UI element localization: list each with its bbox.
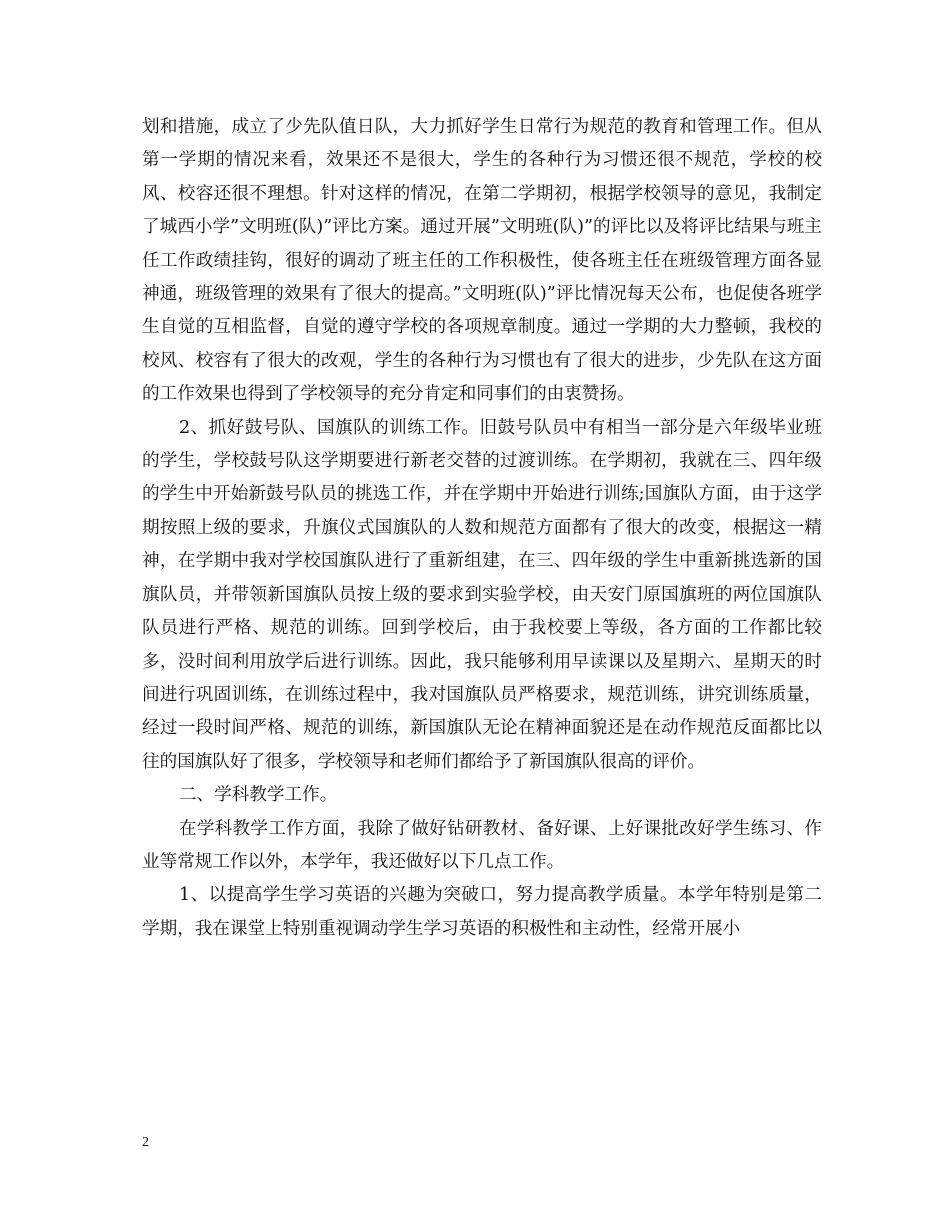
- paragraph-3: 在学科教学工作方面，我除了做好钻研教材、备好课、上好课批改好学生练习、作业等常规工作以外，本学年，我还做好以下几点工作。: [142, 818, 822, 872]
- paragraph-2: 2、抓好鼓号队、国旗队的训练工作。旧鼓号队员中有相当一部分是六年级毕业班的学生，学校鼓号队这学期要进行新老交替的过渡训练。在学期初，我就在三、四年级的学生中开始新鼓号队员的挑选工作，并在学期中开始进行训练;国旗队方面，由于这学期按照上级的要求，升旗仪式国旗队的人数和规范方面都有了很大的改变，根据这一精神，在学期中我对学校国旗队进行了重新组建，在三、四年级的学生中重新挑选新的国旗队员，并带领新国旗队员按上级的要求到实验学校，由天安门原国旗班的两位国旗队队员进行严格、规范的训练。回到学校后，由于我校要上等级，各方面的工作都比较多，没时间利用放学后进行训练。因此，我只能够利用早读课以及星期六、星期天的时间进行巩固训练，在训练过程中，我对国旗队员严格要求，规范训练，讲究训练质量，经过一段时间严格、规范的训练，新国旗队无论在精神面貌还是在动作规范反面都比以往的国旗队好了很多，学校领导和老师们都给予了新国旗队很高的评价。: [142, 417, 822, 772]
- paragraph-1: 划和措施，成立了少先队值日队，大力抓好学生日常行为规范的教育和管理工作。但从第一学期的情况来看，效果还不是很大，学生的各种行为习惯还很不规范，学校的校风、校容还很不理想。针对这样的情况，在第二学期初，根据学校领导的意见，我制定了城西小学”文明班(队)”评比方案。通过开展”文明班(队)”的评比以及将评比结果与班主任工作政绩挂钩，很好的调动了班主任的工作积极性，使各班主任在班级管理方面各显神通，班级管理的效果有了很大的提高。”文明班(队)”评比情况每天公布，也促使各班学生自觉的互相监督，自觉的遵守学校的各项规章制度。通过一学期的大力整顿，我校的校风、校容有了很大的改观，学生的各种行为习惯也有了很大的进步，少先队在这方面的工作效果也得到了学校领导的充分肯定和同事们的由衷赞扬。: [142, 117, 822, 405]
- paragraph-4: 1、以提高学生学习英语的兴趣为突破口，努力提高教学质量。本学年特别是第二学期，我在课堂上特别重视调动学生学习英语的积极性和主动性，经常开展小: [142, 885, 822, 939]
- section-heading: 二、学科教学工作。: [178, 785, 338, 806]
- page-number: 2: [142, 1135, 149, 1150]
- document-body: [142, 111, 822, 946]
